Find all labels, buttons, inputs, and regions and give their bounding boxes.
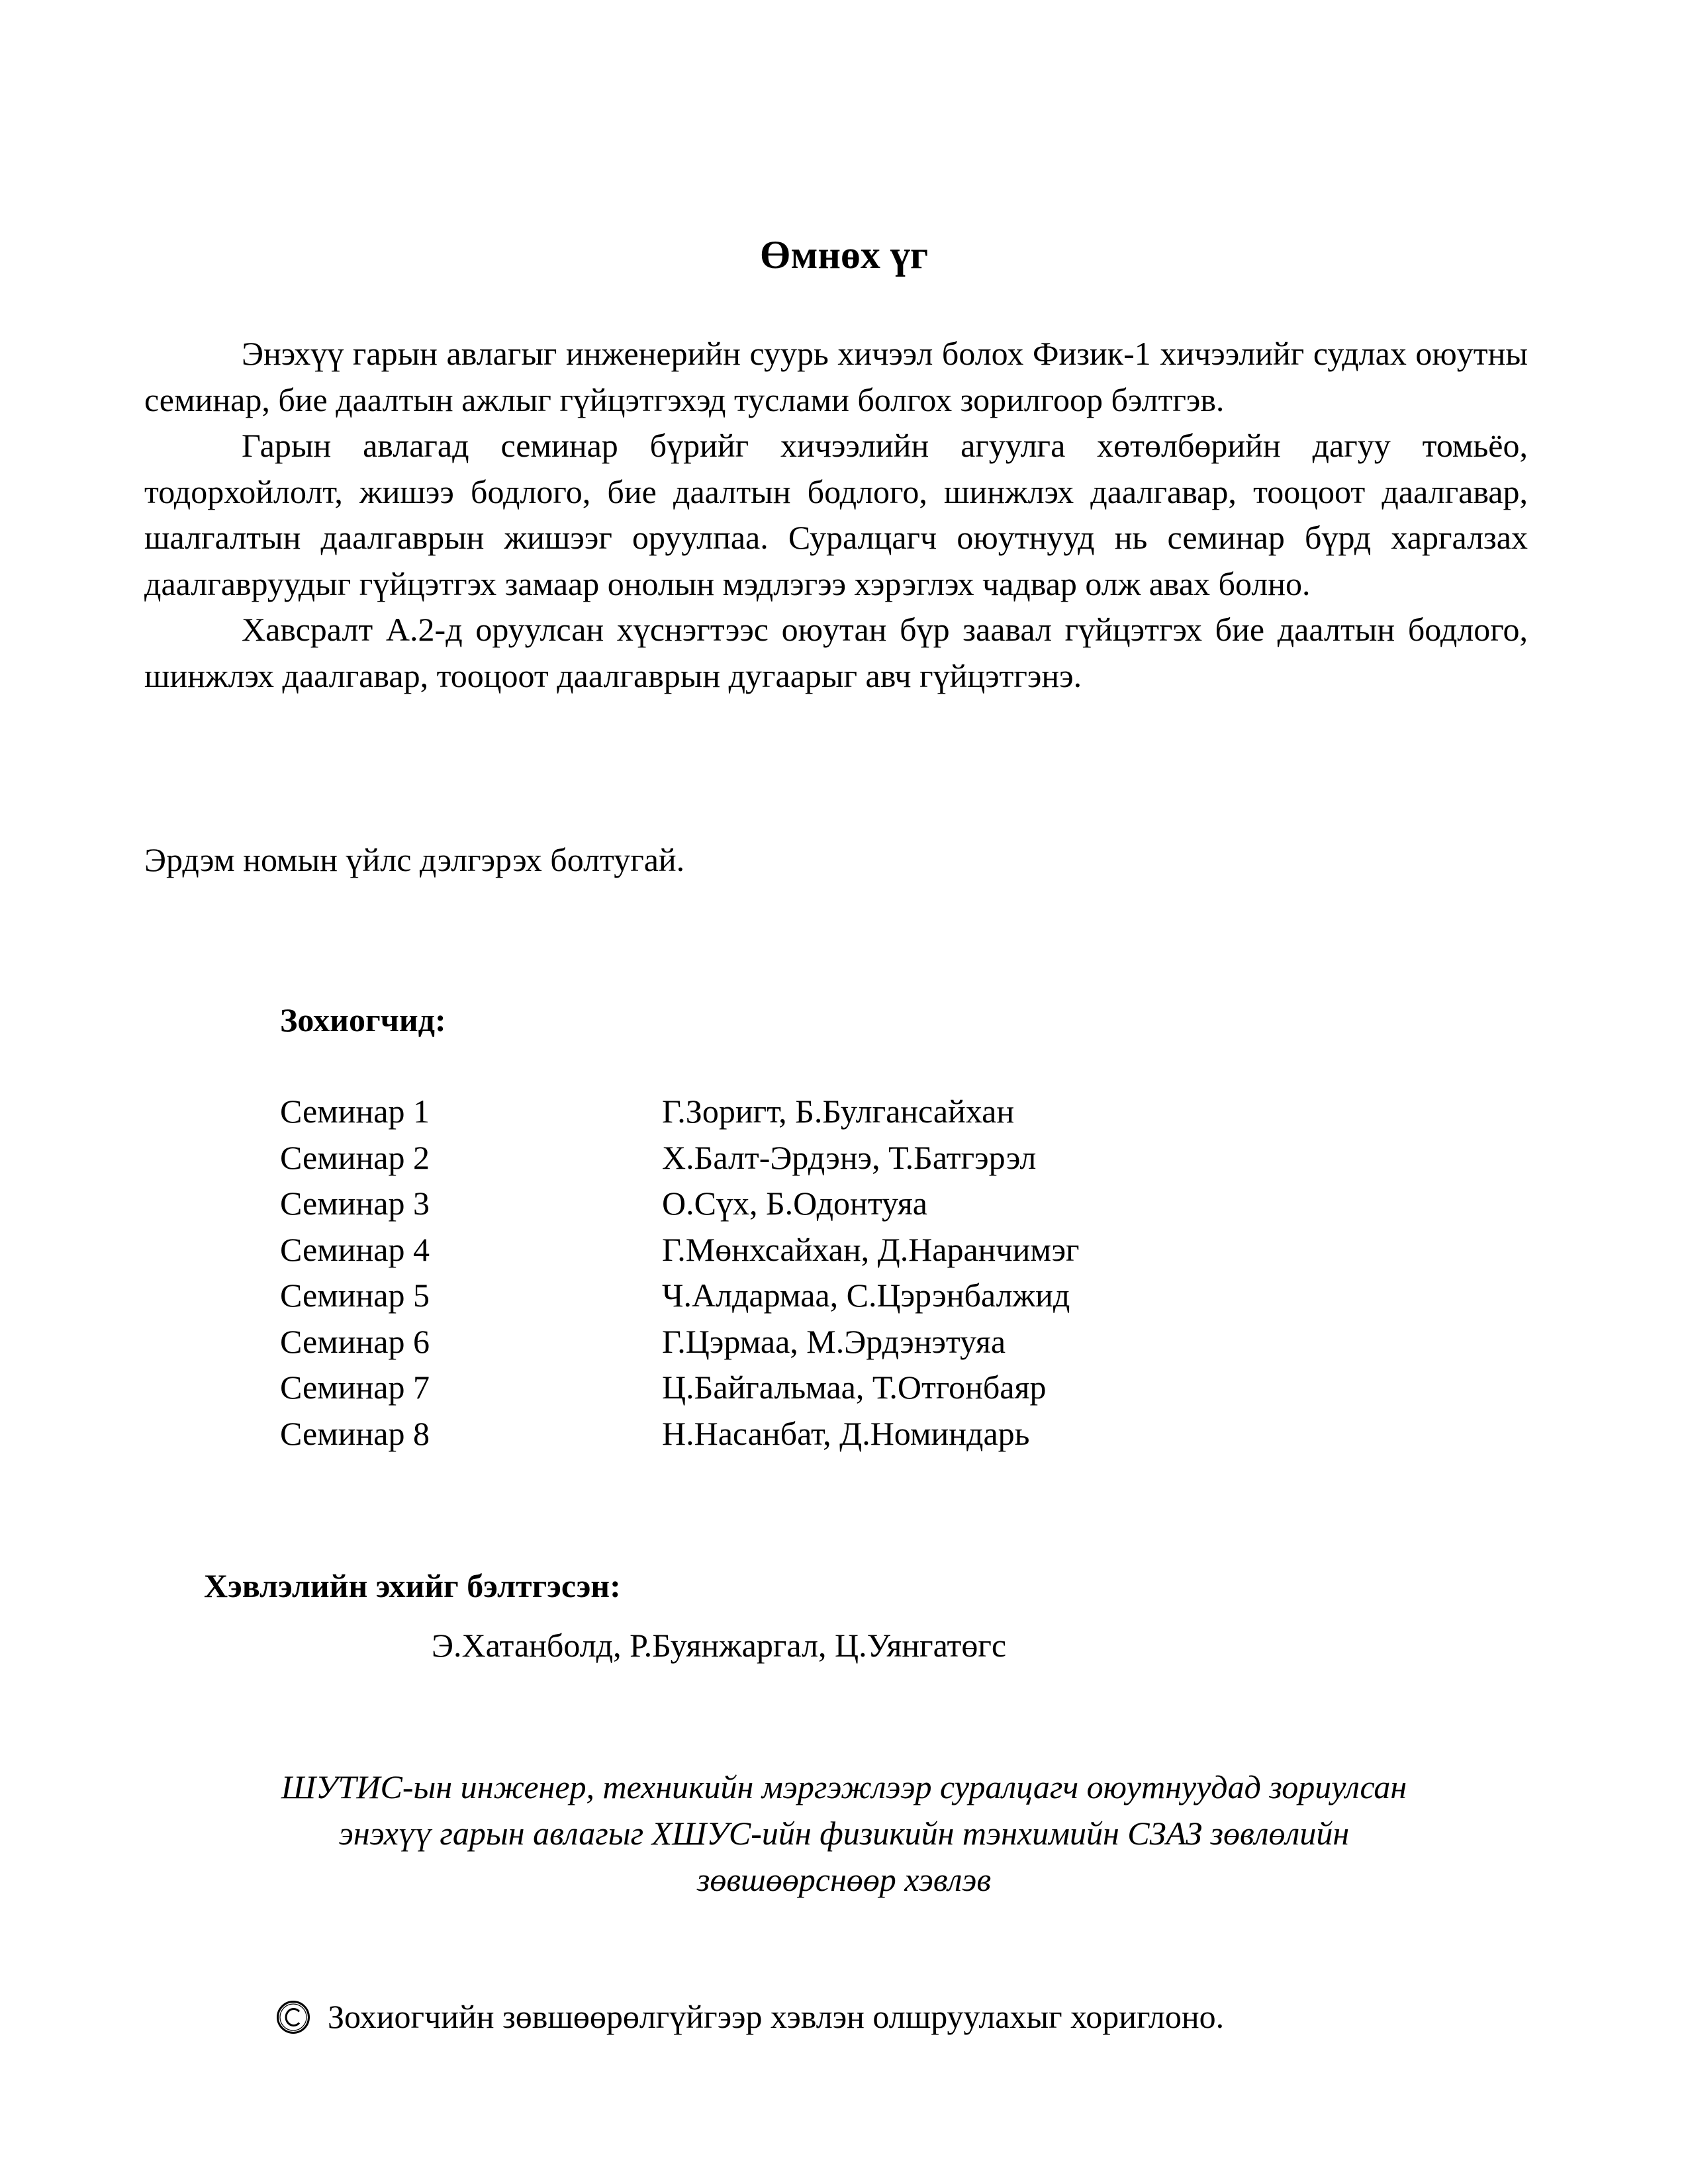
approval-line-1: ШУТИС-ын инженер, техникийн мэргэжлээр суралцагч оюутнуудад зориулсан	[281, 1768, 1407, 1805]
authors-heading: Зохиогчид:	[280, 1001, 446, 1038]
authors-table	[280, 1089, 1080, 1457]
author-names: Ч.Алдармаа, С.Цэрэнбалжид	[662, 1277, 1070, 1314]
author-names: Г.Зоригт, Б.Булгансайхан	[662, 1093, 1015, 1130]
author-names: О.Сүх, Б.Одонтуяа	[662, 1185, 927, 1222]
copyright-text: Зохиогчийн зөвшөөрөлгүйгээр хэвлэн олшруулахыг хориглоно.	[328, 1998, 1225, 2035]
approval-line-3: зөвшөөрснөөр хэвлэв	[696, 1861, 992, 1898]
copyright-notice	[276, 1994, 1224, 2040]
preface-paragraph-2: Гарын авлагад семинар бүрийг хичээлийн агуулга хөтөлбөрийн дагуу томьёо, тодорхойлолт, жишээ бодлого, бие даалтын бодлого, шинжлэх даалгавар, тооцоот даалгавар, шалгалтын даалгаврын жишээг оруулпаа. Суралцагч оюутнууд нь семинар бүрд харгалзах даалгавруудыг гүйцэтгэх замаар онолын мэдлэгээ хэрэглэх чадвар олж авах болно.	[144, 427, 1528, 602]
author-names: Г.Цэрмаа, М.Эрдэнэтуяа	[662, 1322, 1006, 1360]
copyright-icon	[276, 2000, 310, 2034]
author-row	[280, 1227, 1080, 1273]
author-seminar: Семинар 5	[280, 1277, 430, 1314]
author-seminar: Семинар 2	[280, 1138, 430, 1176]
author-row	[280, 1135, 1080, 1181]
author-seminar: Семинар 8	[280, 1414, 430, 1452]
author-row	[280, 1273, 1080, 1319]
author-row	[280, 1411, 1080, 1457]
page-title: Өмнөх үг	[759, 233, 929, 277]
author-seminar: Семинар 6	[280, 1322, 430, 1360]
author-seminar: Семинар 1	[280, 1093, 430, 1130]
preface-paragraph-1: Энэхүү гарын авлагыг инженерийн суурь хичээл болох Физик-1 хичээлийг судлах оюутны семинар, бие даалтын ажлыг гүйцэтгэхэд туслами болгох зорилгоор бэлтгэв.	[144, 335, 1528, 418]
author-row	[280, 1319, 1080, 1365]
author-names: Х.Балт-Эрдэнэ, Т.Батгэрэл	[662, 1138, 1037, 1176]
preface-body	[144, 331, 1528, 699]
author-seminar: Семинар 3	[280, 1185, 430, 1222]
preface-paragraph-3: Хавсралт А.2-д оруулсан хүснэгтээс оюутан бүр заавал гүйцэтгэх бие даалтын бодлого, шинжлэх даалгавар, тооцоот даалгаврын дугаарыг авч гүйцэтгэнэ.	[144, 611, 1528, 694]
author-row	[280, 1365, 1080, 1411]
preparation-heading: Хэвлэлийн эхийг бэлтгэсэн:	[204, 1567, 621, 1604]
preparation-names: Э.Хатанболд, Р.Буянжаргал, Ц.Уянгатөгс	[432, 1627, 1007, 1664]
closing-wish: Эрдэм номын үйлс дэлгэрэх болтугай.	[144, 841, 685, 878]
approval-note	[0, 1764, 1688, 1903]
author-row	[280, 1089, 1080, 1135]
author-row	[280, 1181, 1080, 1227]
author-names: Н.Насанбат, Д.Номиндарь	[662, 1414, 1030, 1452]
author-seminar: Семинар 7	[280, 1369, 430, 1406]
author-names: Ц.Байгальмаа, Т.Отгонбаяр	[662, 1369, 1047, 1406]
approval-line-2: энэхүү гарын авлагыг ХШУС-ийн физикийн тэнхимийн СЗАЗ зөвлөлийн	[338, 1815, 1350, 1852]
author-seminar: Семинар 4	[280, 1230, 430, 1268]
author-names: Г.Мөнхсайхан, Д.Наранчимэг	[662, 1230, 1080, 1268]
